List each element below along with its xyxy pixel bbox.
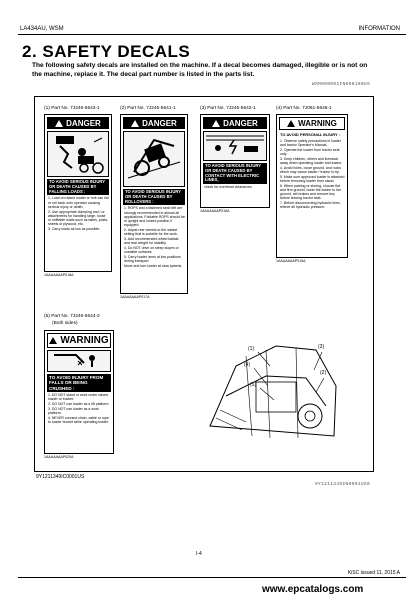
warning-triangle-icon xyxy=(287,120,295,127)
intro-text: The following safety decals are installed on the machine. If a decal becomes damaged, illegible or is not on the machine, replace it. The decal part number is listed in the parts list. xyxy=(32,62,368,78)
decal-1-item: 2. Use appropriate clamping and / or attachments for handling large, loose or shiftable loads such as bales, posts, sheets of plywood, etc. xyxy=(48,209,109,227)
decal-5 xyxy=(44,330,114,454)
decal-2-item: 4. Do NOT drive on steep slopes or unstable surfaces. xyxy=(124,245,179,254)
decal-2-caption: (2) Part No. 7J246-5641-1 xyxy=(120,106,176,111)
header-rule xyxy=(18,34,406,35)
warning-triangle-icon xyxy=(212,120,220,127)
decal-1-hazard: TO AVOID SERIOUS INJURY OR DEATH CAUSED BY FALLING LOADS : xyxy=(47,179,109,195)
callout-1: (1) xyxy=(248,346,255,352)
decal-1-signal: DANGER xyxy=(47,117,109,129)
decal-5-item: 3. DO NOT use loader as a work platform. xyxy=(48,406,99,416)
decal-5-code: 1AAAAAAAP020A xyxy=(44,455,74,459)
decal-2-item: 1. ROPS and a fastened seat belt are strongly recommended in almost all applications. Foldable ROPS should be in upright and locked position if equipped. xyxy=(124,206,185,228)
decal-1-item: 1. Load on raised loader or fork can fall or roll back onto operator causing serious injury or death. xyxy=(48,196,109,209)
decal-3-items xyxy=(201,184,269,191)
decal-4-caption: (4) Part No. 7J061-5646-1 xyxy=(276,106,332,111)
decal-1-item: 3. Carry loads as low as possible. xyxy=(48,226,101,231)
decal-4-item: 4. Avoid holes, loose ground, and rocks which may cause loader / tractor to tip. xyxy=(280,165,342,175)
decal-5-hazard: TO AVOID INJURY FROM FALLS OR BEING CRUSHED : xyxy=(47,374,111,392)
decal-5-caption-sides: (Both sides) xyxy=(52,321,78,326)
watermark: www.epcatalogs.com xyxy=(262,584,364,595)
decal-2-items xyxy=(121,205,187,269)
callout-2: (2) xyxy=(320,370,327,376)
decal-1-code: 1AAAAAAAP018A xyxy=(44,273,74,277)
doc-ref-top: WSM000001IN000100US xyxy=(311,82,370,87)
warning-triangle-icon xyxy=(49,337,57,344)
decal-3-caption: (3) Part No. 7J246-5642-1 xyxy=(200,106,256,111)
decal-4-items xyxy=(277,138,347,211)
doc-ref-bottom: 9Y1211349IN0001US0 xyxy=(314,482,370,487)
page-title: 2. SAFETY DECALS xyxy=(22,42,191,61)
decal-4-item: 3. Keep children, others and livestock away when operating loader and tractor. xyxy=(280,157,343,166)
footer-rule xyxy=(18,577,406,578)
header-section: INFORMATION xyxy=(358,26,400,32)
decal-2-hazard: TO AVOID SERIOUS INJURY OR DEATH CAUSED BY ROLLOVERS : xyxy=(123,189,185,205)
decal-3-code: 1AAAAAAAP016A xyxy=(200,209,230,213)
header-model: LA434AU, WSM xyxy=(20,26,64,32)
decal-4-hazard: TO AVOID PERSONAL INJURY : xyxy=(280,132,341,137)
decal-5-caption: (5) Part No. 7J246-5644-2 xyxy=(44,314,100,319)
warning-triangle-icon xyxy=(131,120,139,127)
decal-4-item: 1. Observe safety precautions in loader and tractor Operator's Manual. xyxy=(280,139,341,148)
decal-2-item: Move and turn loader at slow speeds. xyxy=(124,263,183,268)
decal-5-signal: WARNING xyxy=(47,333,111,348)
decal-2-item: 5. Carry loader arms at low positions during transport. xyxy=(124,254,181,263)
decal-1 xyxy=(44,114,112,272)
decal-4-item: 2. Operate the loader from tractor seat only. xyxy=(280,148,340,157)
decal-location-diagram xyxy=(206,326,342,454)
decal-4-signal: WARNING xyxy=(279,117,345,130)
decal-2-signal: DANGER xyxy=(123,117,185,129)
decal-2-item: 2. Adjust rear wheels to the widest setting that is suitable for the work. xyxy=(124,227,178,237)
frame-ref: 9Y1211349IC0001US xyxy=(36,474,85,480)
decal-5-item: 1. DO NOT stand or work under raised loader or bucket. xyxy=(48,393,108,402)
decal-3-signal: DANGER xyxy=(203,117,267,129)
decal-1-items xyxy=(45,195,111,232)
issue-label: KiSC issued 11, 2015 A xyxy=(347,570,400,576)
callout-3: (3) xyxy=(318,344,325,350)
callout-4: (4) xyxy=(244,362,251,368)
decal-4-item: 5. Make sure approved loader is attached before removing loader from stand. xyxy=(280,174,345,184)
decal-3 xyxy=(200,114,270,208)
decal-5-items xyxy=(45,392,113,425)
decal-4-item: 6. When parking or storing, choose flat and firm ground, lower the loader to the ground, set brakes and remove key before leaving tractor seat. xyxy=(280,183,342,201)
decal-5-item: 2. DO NOT use loader as a lift platform. xyxy=(48,402,110,407)
decal-2-code: 1AAAAAAAP017A xyxy=(120,295,150,299)
decal-4 xyxy=(276,114,348,258)
callout-5: (5) xyxy=(250,382,257,388)
electric-lines-pictogram xyxy=(203,131,267,161)
falling-load-pictogram xyxy=(47,131,109,177)
decal-4-item: 7. Before disconnecting hydraulic lines, relieve all hydraulic pressure. xyxy=(280,201,341,210)
crush-pictogram xyxy=(47,350,111,372)
page-number: I-4 xyxy=(196,551,202,557)
decal-5-item: 4. NEVER connect chain, cable or rope to loader bucket while operating loader. xyxy=(48,415,109,424)
decal-3-hazard: TO AVOID SERIOUS INJURY OR DEATH CAUSED BY CONTACT WITH ELECTRIC LINES, xyxy=(203,163,267,184)
decal-4-code: 1AAAAAAAP015A xyxy=(276,259,306,263)
decal-1-caption: (1) Part No. 7J246-5643-1 xyxy=(44,106,100,111)
rollover-pictogram xyxy=(123,131,185,187)
warning-triangle-icon xyxy=(55,120,63,127)
decal-2-item: 3. Add recommended wheel ballast and rear weight for stability. xyxy=(124,236,179,246)
decal-3-item: check for overhead clearances. xyxy=(204,185,253,190)
decal-2 xyxy=(120,114,188,294)
